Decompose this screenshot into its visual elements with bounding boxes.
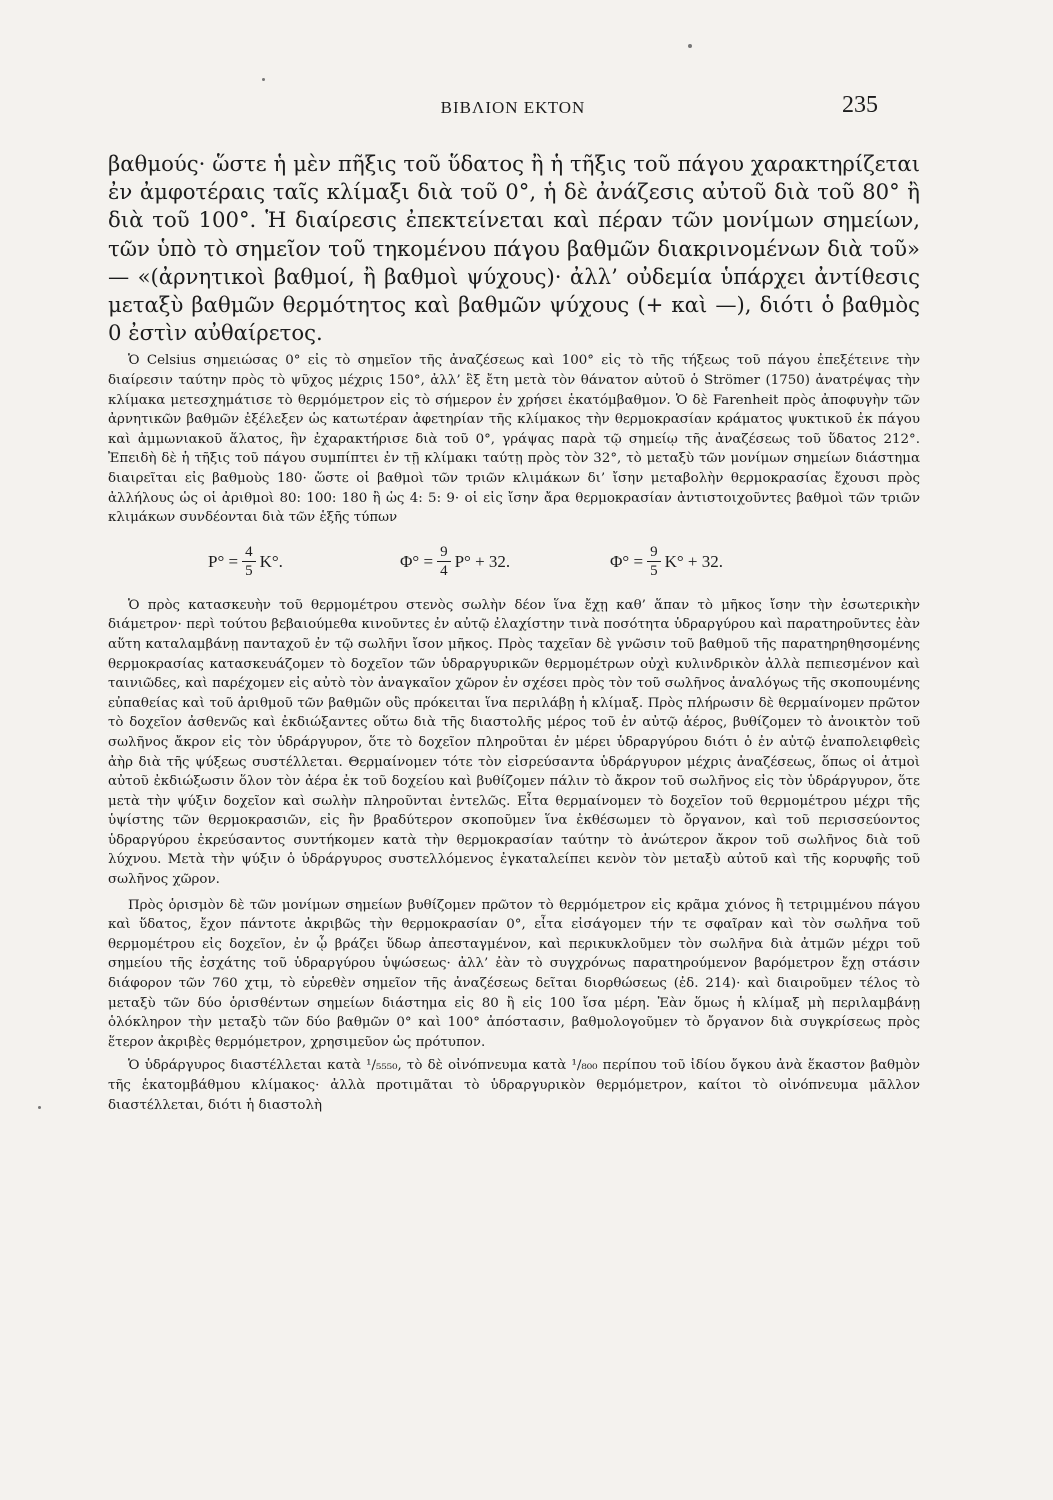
formula-fahrenheit-reaumur — [400, 536, 510, 588]
fraction-9-5 — [647, 543, 661, 580]
page-body — [108, 150, 920, 1115]
running-title: ΒΙΒΛΙΟΝ ΕΚΤΟΝ — [440, 98, 586, 117]
page-header — [148, 92, 878, 126]
formula-1-right: Κ°. — [259, 551, 283, 571]
fraction-4-5 — [242, 543, 256, 580]
fraction-denominator: 5 — [245, 563, 253, 580]
fraction-denominator: 4 — [440, 563, 448, 580]
fraction-numerator: 4 — [242, 543, 256, 562]
paper-speck — [262, 78, 265, 81]
fraction-denominator: 5 — [650, 563, 658, 580]
paragraph-fixed-points: Πρὸς ὁρισμὸν δὲ τῶν μονίμων σημείων βυθίζομεν πρῶτον τὸ θερμόμετρον εἰς κρᾶμα χιόνος ἢ τετριμμένου πάγου καὶ ὕδατος, ἔχον πάντοτε ἀκριβῶς τὴν θερμοκρασίαν 0°, εἶτα εἰσάγομεν τήν τε σφαῖραν καὶ τὸν σωλῆνα τοῦ θερμομέτρου εἰς δοχεῖον, ἐν ᾧ βράζει ὕδωρ ἀπεσταγμένον, καὶ περικυκλοῦμεν τὸν σωλῆνα διὰ ἀτμῶν μέχρι τοῦ σημείου τῆς ἐσχάτης τοῦ ὑδραργύρου ὑψώσεως· ἀλλ’ ἐὰν τὸ συγχρόνως παρατηρούμενον βαρόμετρον ἔχῃ στάσιν διάφορον τῶν 760 χτμ, τὸ εὑρεθὲν σημεῖον τῆς ἀναζέσεως δεῖται διορθώσεως (ἐδ. 214)· καὶ διαιροῦμεν τέλος τὸ μεταξὺ τῶν δύο ὁρισθέντων σημείων διάστημα εἰς 80 ἢ εἰς 100 ἴσα μέρη. Ἐὰν ὅμως ἡ κλίμαξ μὴ περιλαμβάνῃ ὁλόκληρον τὴν μεταξὺ τῶν δύο βαθμῶν 0° καὶ 100° ἀπόστασιν, βαθμολογοῦμεν τὸ ὄργανον διὰ συγκρίσεως πρὸς ἕτερον ἀκριβὲς θερμόμετρον, χρησιμεῦον ὡς πρότυπον. — [108, 897, 920, 1050]
page-number: 235 — [842, 92, 878, 118]
fraction-numerator: 9 — [437, 543, 451, 562]
formula-2-left: Φ° = — [400, 551, 434, 571]
formula-2-right: Ρ° + 32. — [454, 551, 511, 571]
conversion-formulas — [108, 536, 920, 588]
fraction-numerator: 9 — [647, 543, 661, 562]
formula-3-right: Κ° + 32. — [664, 551, 723, 571]
formula-fahrenheit-celsius — [610, 536, 723, 588]
formula-3-left: Φ° = — [610, 551, 644, 571]
fraction-9-4 — [437, 543, 451, 580]
paper-speck — [688, 44, 692, 48]
paragraph-expansion: Ὁ ὑδράργυρος διαστέλλεται κατὰ ¹/₅₅₅₀, τὸ δὲ οἰνόπνευμα κατὰ ¹/₈₀₀ περίπου τοῦ ἰδίου ὄγκου ἀνὰ ἕκαστον βαθμὸν τῆς ἑκατομβάθμου κλίμακος· ἀλλὰ προτιμᾶται τὸ ὑδραργυρικὸν θερμόμετρον, καίτοι τὸ οἰνόπνευμα μᾶλλον διαστέλλεται, διότι ἡ διαστολὴ — [108, 1058, 920, 1113]
paragraph-degrees: βαθμούς· ὥστε ἡ μὲν πῆξις τοῦ ὕδατος ἢ ἡ τῆξις τοῦ πάγου χαρακτηρίζεται ἐν ἀμφοτέραις ταῖς κλίμαξι διὰ τοῦ 0°, ἡ δὲ ἀνάζεσις αὐτοῦ διὰ τοῦ 80° ἢ διὰ τοῦ 100°. Ἡ διαίρεσις ἐπεκτείνεται καὶ πέραν τῶν μονίμων σημείων, τῶν ὑπὸ τὸ σημεῖον τοῦ τηκομένου πάγου βαθμῶν διακρινομένων διὰ τοῦ» — «(ἀρνητικοὶ βαθμοί, ἢ βαθμοὶ ψύχους)· ἀλλ’ οὐδεμία ὑπάρχει ἀντίθεσις μεταξὺ βαθμῶν θερμότητος καὶ βαθμῶν ψύχους (+ καὶ —), διότι ὁ βαθμὸς 0 ἐστὶν αὐθαίρετος. — [108, 151, 920, 346]
paragraph-construction: Ὁ πρὸς κατασκευὴν τοῦ θερμομέτρου στενὸς σωλὴν δέον ἵνα ἔχῃ καθ’ ἅπαν τὸ μῆκος ἴσην τὴν ἐσωτερικὴν διάμετρον· περὶ τούτου βεβαιούμεθα κινοῦντες ἐν αὐτῷ ἐλαχίστην τινὰ ποσότητα ὑδραργύρου καὶ παρατηροῦντες ἐὰν αὕτη καταλαμβάνῃ πανταχοῦ ἐν τῷ σωλῆνι ἴσον μῆκος. Πρὸς ταχεῖαν δὲ γνῶσιν τοῦ βαθμοῦ τῆς παρατηρηθησομένης θερμοκρασίας κατασκευάζομεν τὸ δοχεῖον τῶν ὑδραργυρικῶν θερμομέτρων οὐχὶ κυλινδρικὸν ἀλλὰ πεπιεσμένον καὶ ταινιῶδες, καὶ παρέχομεν εἰς αὐτὸ τὸν ἀναγκαῖον χῶρον ἐν σχέσει πρὸς τὸν τοῦ σωλῆνος ἀναλόγως τῆς σκοπουμένης εὐπαθείας καὶ τοῦ ἀριθμοῦ τῶν βαθμῶν οὓς πρόκειται ἵνα περιλάβῃ ἡ κλίμαξ. Πρὸς πλήρωσιν δὲ θερμαίνομεν πρῶτον τὸ δοχεῖον ἀσθενῶς καὶ ἐκδιώξαντες οὕτω διὰ τῆς διαστολῆς μέρος τοῦ ἐν αὐτῷ ἀέρος, βυθίζομεν τὸ ἀνοικτὸν τοῦ σωλῆνος ἄκρον εἰς τὸν ὑδράργυρον, ὅτε τὸ δοχεῖον πληροῦται ἐν μέρει ὑδραργύρου διότι ὁ ἐν αὐτῷ ἐναπολειφθεὶς ἀὴρ διὰ τῆς ψύξεως συστέλλεται. Θερμαίνομεν τότε τὸν εἰσρεύσαντα ὑδράργυρον μέχρις ἀναζέσεως, ὅπως οἱ ἀτμοὶ αὐτοῦ ἐκδιώξωσιν ὅλον τὸν ἀέρα ἐκ τοῦ δοχείου καὶ βυθίζομεν πάλιν τὸ ἄκρον τοῦ σωλῆνος εἰς τὸν ὑδράργυρον, ὅτε μετὰ τὴν ψύξιν δοχεῖον καὶ σωλὴν πληροῦνται ἐντελῶς. Εἶτα θερμαίνομεν τὸ δοχεῖον τοῦ θερμομέτρου μέχρι τῆς ὑψίστης τῶν θερμοκρασιῶν, εἰς ἣν βραδύτερον σκοποῦμεν ἵνα ἐκθέσωμεν τὸ ὄργανον, καὶ τοῦ περισσεύοντος ὑδραργύρου ἐκρεύσαντος συντήκομεν κατὰ τὴν θερμοκρασίαν ταύτην τὸ ἀνώτερον ἄκρον τοῦ σωλῆνος διὰ τοῦ λύχνου. Μετὰ τὴν ψύξιν ὁ ὑδράργυρος συστελλόμενος ἐγκαταλείπει κενὸν τὸν μεταξὺ αὐτοῦ καὶ τῆς κορυφῆς τοῦ σωλῆνος χῶρον. — [108, 597, 920, 888]
paragraph-celsius-history: Ὁ Celsius σημειώσας 0° εἰς τὸ σημεῖον τῆς ἀναζέσεως καὶ 100° εἰς τὸ τῆς τήξεως τοῦ πάγου ἐπεξέτεινε τὴν διαίρεσιν ταύτην πρὸς τὸ ψῦχος μέχρις 150°, ἀλλ’ ἓξ ἔτη μετὰ τὸν θάνατον αὐτοῦ ὁ Strömer (1750) ἀνατρέψας τὴν κλίμακα μετεσχημάτισε τὸ θερμόμετρον εἰς τὸ σήμερον ἐν χρήσει ἑκατόμβαθμον. Ὁ δὲ Farenheit πρὸς ἀποφυγὴν τῶν ἀρνητικῶν βαθμῶν ἐξέλεξεν ὡς κατωτέραν ἀφετηρίαν τῆς κλίμακος τὴν θερμοκρασίαν κράματος ψυκτικοῦ ἐκ πάγου καὶ ἀμμωνιακοῦ ἅλατος, ἣν ἐχαρακτήρισε διὰ τοῦ 0°, γράψας παρὰ τῷ σημείῳ τῆς ἀναζέσεως τοῦ ὕδατος 212°. Ἐπειδὴ δὲ ἡ τῆξις τοῦ πάγου συμπίπτει ἐν τῇ κλίμακι ταύτῃ πρὸς τὸν 32°, τὸ μεταξὺ τῶν μονίμων σημείων διάστημα διαιρεῖται εἰς βαθμοὺς 180· ὥστε οἱ βαθμοὶ τῶν τριῶν κλιμάκων δι’ ἴσην μεταβολὴν θερμοκρασίας ἔχουσι πρὸς ἀλλήλους ὡς οἱ ἀριθμοὶ 80: 100: 180 ἢ ὡς 4: 5: 9· οἱ εἰς ἴσην ἄρα θερμοκρασίαν ἀντιστοιχοῦντες βαθμοὶ τῶν τριῶν κλιμάκων συνδέονται διὰ τῶν ἑξῆς τύπων — [108, 353, 920, 526]
formula-1-left: Ρ° = — [208, 551, 239, 571]
formula-reaumur — [208, 536, 283, 588]
paper-speck — [38, 1106, 41, 1109]
